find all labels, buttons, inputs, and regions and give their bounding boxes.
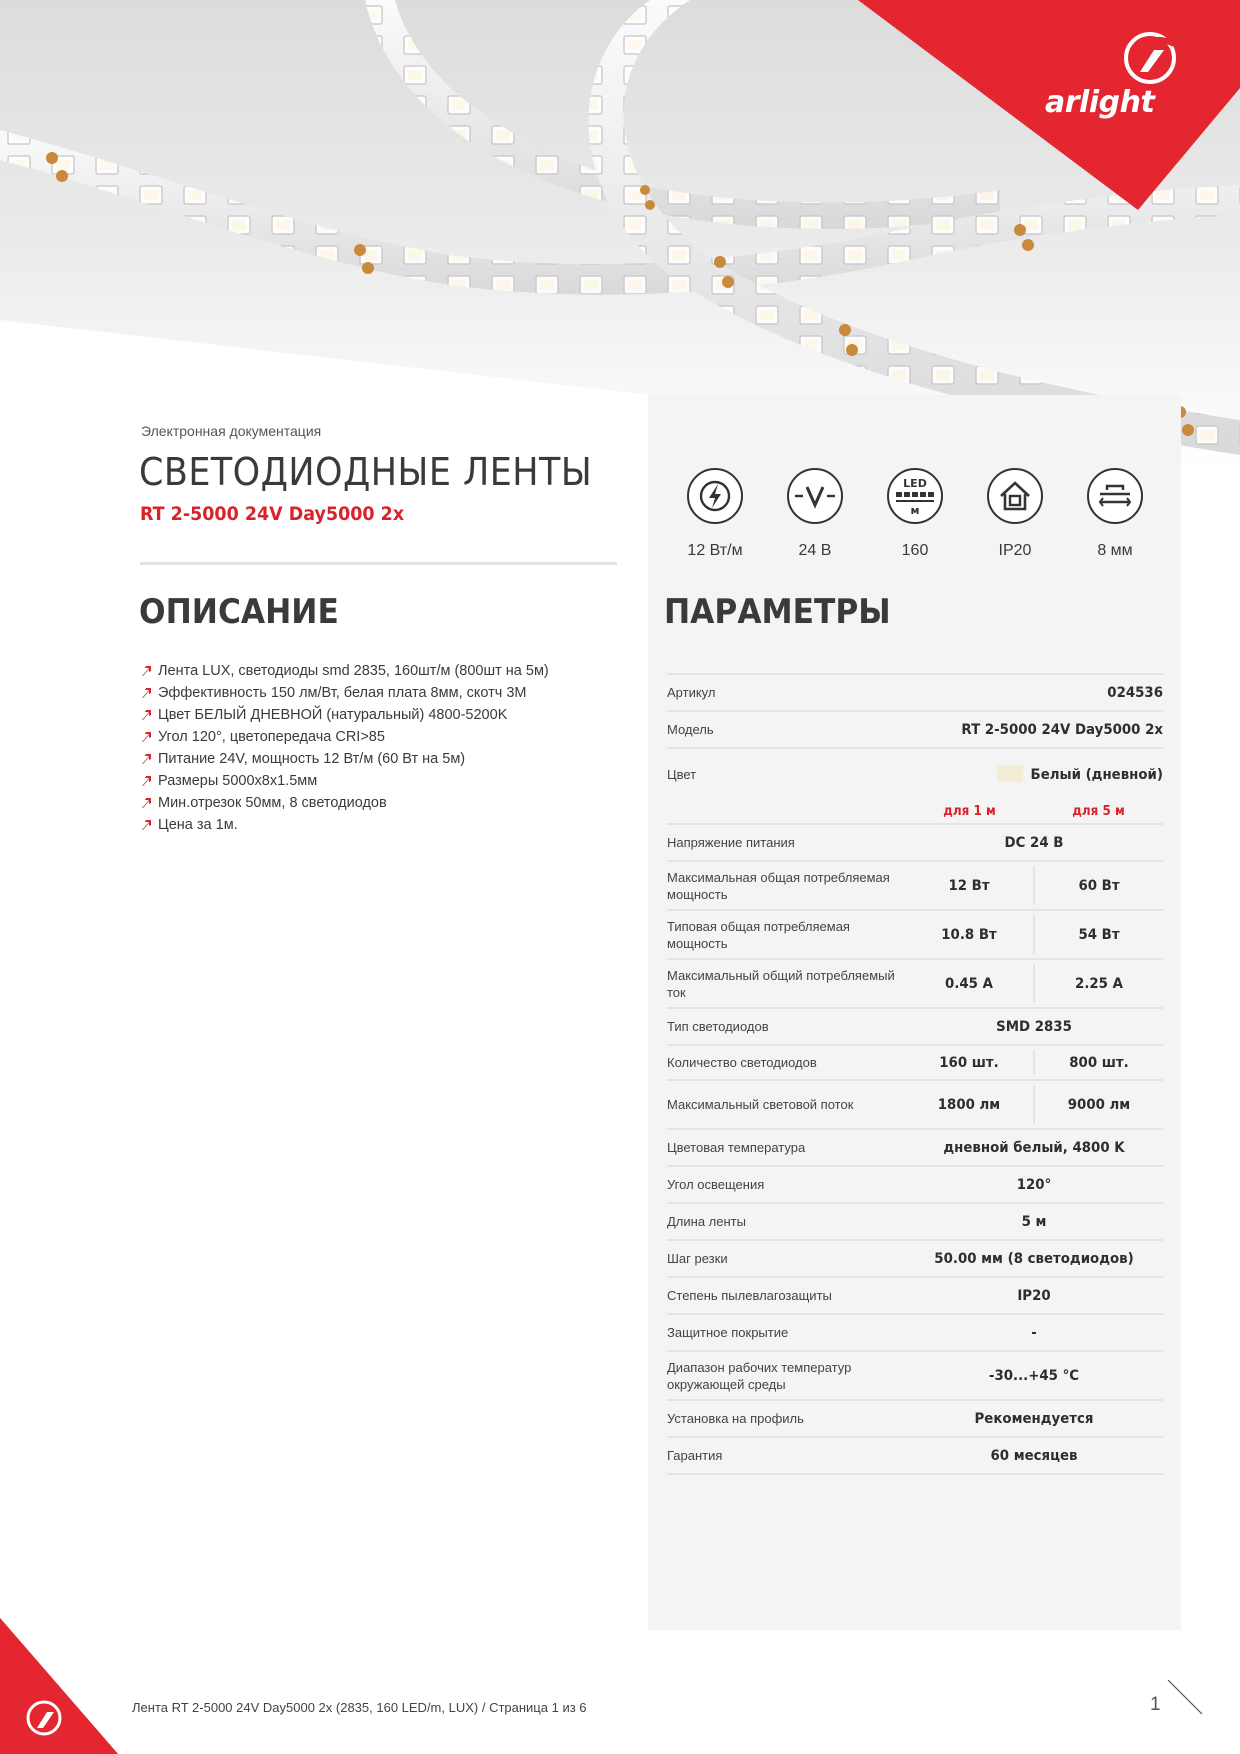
- description-item: [140, 748, 620, 770]
- param-row: [667, 1436, 1163, 1473]
- param-row: [667, 1202, 1163, 1239]
- description-item-text: Цена за 1м.: [158, 817, 238, 833]
- parameters-heading: ПАРАМЕТРЫ: [664, 592, 891, 632]
- description-heading: ОПИСАНИЕ: [139, 592, 339, 632]
- param-value-5m: 9000 лм: [1067, 1096, 1131, 1113]
- param-label: Модель: [667, 722, 714, 737]
- param-value: -30...+45 °C: [988, 1367, 1080, 1384]
- param-value-1m: 12 Вт: [948, 877, 990, 894]
- param-label: Защитное покрытие: [667, 1325, 789, 1340]
- param-value-5m: 2.25 A: [1075, 975, 1123, 992]
- column-divider: [1033, 1085, 1035, 1124]
- param-value: Рекомендуется: [974, 1410, 1094, 1427]
- param-row: [667, 1350, 1163, 1399]
- param-table-end: [667, 1473, 1163, 1475]
- description-item-text: Угол 120°, цветопередача CRI>85: [158, 729, 385, 745]
- arrow-bullet-icon: [140, 753, 152, 765]
- param-label: Цвет: [667, 766, 697, 782]
- param-rows: [667, 823, 1163, 1473]
- color-swatch: [997, 765, 1023, 782]
- arrow-bullet-icon: [140, 665, 152, 677]
- description-item-text: Мин.отрезок 50мм, 8 светодиодов: [158, 795, 387, 811]
- param-label: Цветовая температура: [667, 1140, 806, 1155]
- page-title: СВЕТОДИОДНЫЕ ЛЕНТЫ: [139, 450, 593, 494]
- spec-voltage: [765, 468, 865, 560]
- param-row: [667, 1239, 1163, 1276]
- param-row: [667, 860, 1163, 909]
- led-icon-label: LED: [903, 477, 927, 490]
- param-row: [667, 1044, 1163, 1079]
- description-item: [140, 660, 620, 682]
- param-row: [667, 1276, 1163, 1313]
- param-column-headers: [667, 799, 1163, 823]
- param-row-article: [667, 673, 1163, 710]
- led-icon-unit: м: [910, 504, 920, 517]
- param-label: Количество светодиодов: [667, 1055, 817, 1070]
- spec-power-value: 12 Вт/м: [687, 542, 743, 559]
- description-item-text: Размеры 5000х8х1.5мм: [158, 773, 318, 789]
- spec-led-count-value: 160: [901, 542, 929, 559]
- param-value: [926, 765, 1163, 783]
- doc-label: Электронная документация: [141, 423, 322, 439]
- param-row: [667, 1165, 1163, 1202]
- description-item: [140, 704, 620, 726]
- param-row: [667, 1079, 1163, 1128]
- column-5m-header: для 5 м: [1072, 803, 1125, 819]
- description-item-text: Эффективность 150 лм/Вт, белая плата 8мм, скотч 3М: [158, 685, 527, 701]
- spec-width-value: 8 мм: [1097, 542, 1133, 559]
- param-label: Диапазон рабочих температур окружающей среды: [667, 1359, 852, 1392]
- param-label: Угол освещения: [667, 1177, 765, 1192]
- param-value-1m: 1800 лм: [937, 1096, 1001, 1113]
- description-item: [140, 770, 620, 792]
- description-item: [140, 726, 620, 748]
- arrow-bullet-icon: [140, 687, 152, 699]
- description-list: [140, 660, 620, 836]
- spec-icons: [665, 468, 1165, 568]
- title-divider: [140, 562, 617, 565]
- param-row: [667, 909, 1163, 958]
- arrow-bullet-icon: [140, 775, 152, 787]
- param-row: [667, 1128, 1163, 1165]
- spec-ip-value: IP20: [998, 542, 1032, 559]
- param-row-color: [667, 747, 1163, 799]
- column-divider: [1033, 866, 1035, 905]
- description-item-text: Цвет БЕЛЫЙ ДНЕВНОЙ (натуральный) 4800-5200K: [158, 707, 508, 723]
- param-row-model: [667, 710, 1163, 747]
- param-value: DC 24 В: [1004, 834, 1064, 851]
- ip-rating-icon: [987, 468, 1043, 524]
- column-divider: [1033, 1050, 1035, 1075]
- param-label: Гарантия: [667, 1448, 723, 1463]
- product-subtitle: RT 2-5000 24V Day5000 2x: [140, 503, 405, 525]
- spec-led-count: [865, 468, 965, 560]
- page-corner-mark: [1166, 1678, 1206, 1718]
- param-value: дневной белый, 4800 K: [943, 1139, 1125, 1156]
- spec-voltage-value: 24 В: [798, 542, 832, 559]
- param-value: 120°: [1016, 1176, 1052, 1193]
- arrow-bullet-icon: [140, 731, 152, 743]
- param-label: Установка на профиль: [667, 1411, 804, 1426]
- description-item-text: Питание 24V, мощность 12 Вт/м (60 Вт на 5м): [158, 751, 466, 767]
- param-value-5m: 800 шт.: [1069, 1054, 1129, 1071]
- param-row: [667, 1399, 1163, 1436]
- description-item-text: Лента LUX, светодиоды smd 2835, 160шт/м (800шт на 5м): [158, 663, 549, 679]
- color-value: Белый (дневной): [1030, 767, 1163, 783]
- page-number: 1: [1150, 1694, 1161, 1715]
- param-label: Максимальный общий потребляемый ток: [667, 967, 895, 1000]
- param-value-1m: 0.45 A: [945, 975, 993, 992]
- parameters-table: [667, 673, 1163, 1475]
- param-value: 5 м: [1021, 1213, 1047, 1230]
- param-value-1m: 10.8 Вт: [941, 926, 997, 943]
- param-label: Тип светодиодов: [667, 1019, 769, 1034]
- param-value-5m: 54 Вт: [1078, 926, 1120, 943]
- spec-ip: [965, 468, 1065, 560]
- brand-name: arlight: [1045, 85, 1155, 120]
- param-value: SMD 2835: [996, 1018, 1072, 1035]
- param-value: IP20: [1017, 1287, 1051, 1304]
- column-divider: [1033, 964, 1035, 1003]
- spec-power: [665, 468, 765, 560]
- param-label: Длина ленты: [667, 1214, 746, 1229]
- column-1m-header: для 1 м: [943, 803, 996, 819]
- param-row: [667, 958, 1163, 1007]
- description-item: [140, 814, 620, 836]
- arrow-bullet-icon: [140, 819, 152, 831]
- param-value-5m: 60 Вт: [1078, 877, 1120, 894]
- param-label: Напряжение питания: [667, 835, 795, 850]
- param-row: [667, 1007, 1163, 1044]
- description-item: [140, 792, 620, 814]
- power-icon: [687, 468, 743, 524]
- led-per-meter-icon: [887, 468, 943, 524]
- param-label: Максимальная общая потребляемая мощность: [667, 869, 890, 902]
- param-label: Максимальный световой поток: [667, 1097, 854, 1112]
- spec-width: [1065, 468, 1165, 560]
- description-item: [140, 682, 620, 704]
- param-value-1m: 160 шт.: [939, 1054, 999, 1071]
- param-label: Степень пылевлагозащиты: [667, 1288, 832, 1303]
- param-label: Типовая общая потребляемая мощность: [667, 918, 850, 951]
- width-icon: [1087, 468, 1143, 524]
- arrow-bullet-icon: [140, 709, 152, 721]
- param-label: Артикул: [667, 685, 716, 700]
- arrow-bullet-icon: [140, 797, 152, 809]
- footer-text: Лента RT 2-5000 24V Day5000 2x (2835, 160 LED/m, LUX) / Страница 1 из 6: [132, 1700, 587, 1715]
- voltage-icon: [787, 468, 843, 524]
- param-value: -: [1031, 1324, 1037, 1341]
- param-label: Шаг резки: [667, 1251, 728, 1266]
- param-value: RT 2-5000 24V Day5000 2x: [961, 721, 1163, 738]
- param-row: [667, 823, 1163, 860]
- footer-brand-corner: [0, 1618, 118, 1754]
- param-value: 50.00 мм (8 светодиодов): [934, 1250, 1134, 1267]
- param-value: 60 месяцев: [990, 1447, 1078, 1464]
- column-divider: [1033, 915, 1035, 954]
- param-row: [667, 1313, 1163, 1350]
- param-value: 024536: [1107, 684, 1163, 701]
